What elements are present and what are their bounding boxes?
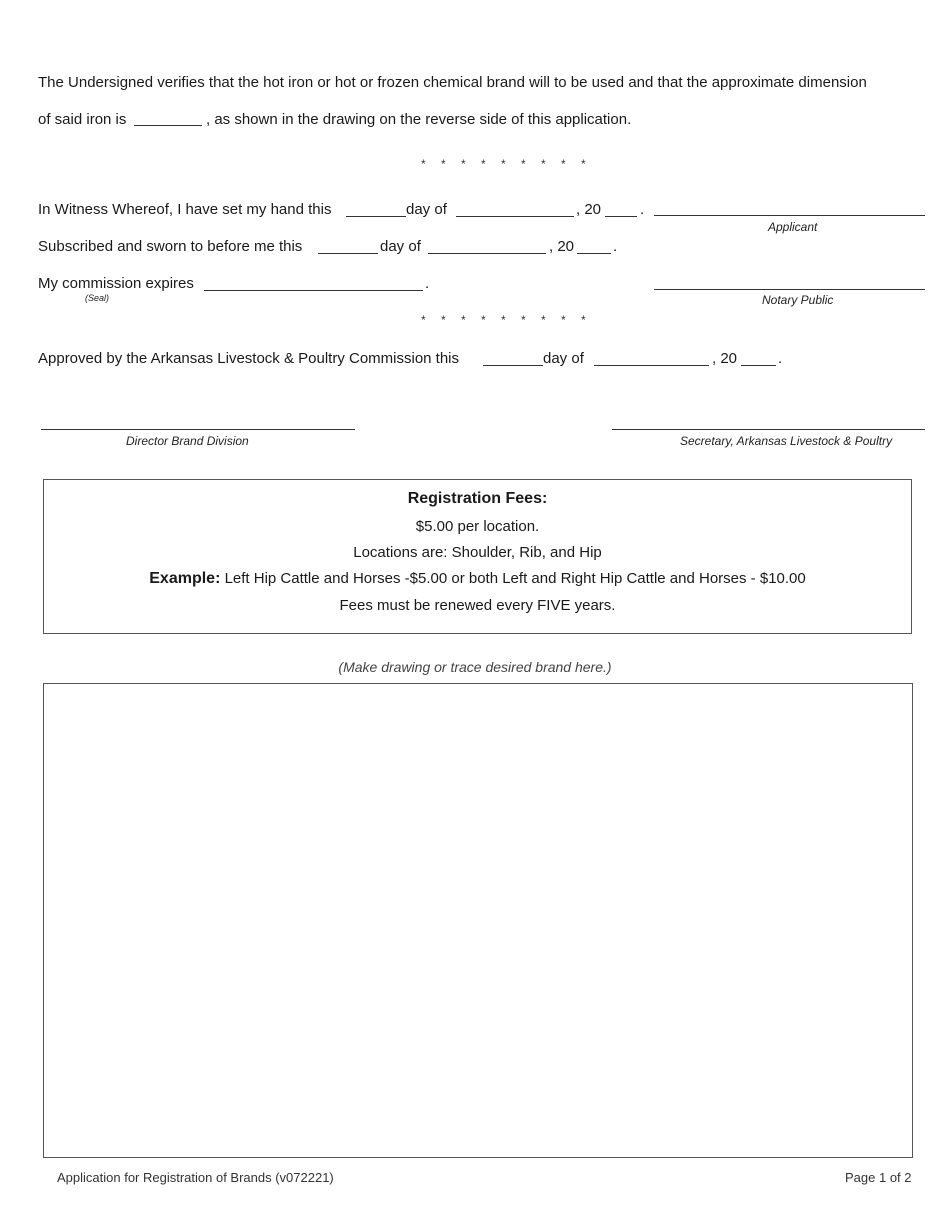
fees-example-label: Example:: [149, 570, 221, 587]
director-label: Director Brand Division: [126, 434, 249, 448]
approved-day-blank[interactable]: [483, 365, 543, 366]
fees-title: Registration Fees:: [407, 490, 548, 507]
commission-text: My commission expires: [38, 275, 194, 292]
sworn-month-blank[interactable]: [428, 253, 546, 254]
drawing-caption: (Make drawing or trace desired brand here.): [338, 659, 612, 675]
verify-line-2-start: of said iron is: [38, 111, 127, 128]
applicant-label: Applicant: [768, 220, 818, 234]
witness-year-prefix: , 20: [576, 201, 602, 218]
notary-signature-line[interactable]: [654, 289, 925, 290]
witness-month-blank[interactable]: [456, 216, 574, 217]
director-signature-line[interactable]: [41, 429, 355, 430]
sworn-text: Subscribed and sworn to before me this: [38, 238, 303, 255]
secretary-signature-line[interactable]: [612, 429, 925, 430]
fees-per-location: $5.00 per location.: [415, 518, 540, 535]
fees-renewal: Fees must be renewed every FIVE years.: [339, 597, 616, 614]
commission-period: .: [425, 275, 430, 292]
notary-label: Notary Public: [762, 293, 834, 307]
separator-stars-2: * * * * * * * * *: [421, 313, 592, 327]
registration-fees-box: [43, 479, 912, 634]
approved-text: Approved by the Arkansas Livestock & Poultry Commission this: [38, 350, 460, 367]
approved-period: .: [778, 350, 783, 367]
sworn-year-blank[interactable]: [577, 253, 611, 254]
sworn-year-prefix: , 20: [549, 238, 575, 255]
dimension-blank[interactable]: [134, 125, 202, 126]
fees-example-text: Left Hip Cattle and Horses -$5.00 or both Left and Right Hip Cattle and Horses - $10.00: [224, 570, 806, 587]
applicant-signature-line[interactable]: [654, 215, 925, 216]
witness-day-blank[interactable]: [346, 216, 406, 217]
witness-year-blank[interactable]: [605, 216, 637, 217]
approved-year-blank[interactable]: [741, 365, 776, 366]
footer-page-number: Page 1 of 2: [845, 1170, 912, 1185]
commission-expiry-blank[interactable]: [204, 290, 423, 291]
witness-text: In Witness Whereof, I have set my hand this: [38, 201, 332, 218]
approved-day-of: day of: [543, 350, 584, 367]
sworn-period: .: [613, 238, 618, 255]
sworn-day-of: day of: [380, 238, 421, 255]
approved-year-prefix: , 20: [712, 350, 738, 367]
separator-stars-1: * * * * * * * * *: [421, 157, 592, 171]
footer-form-name: Application for Registration of Brands (v072221): [57, 1170, 334, 1185]
witness-period: .: [640, 201, 645, 218]
brand-drawing-area[interactable]: [43, 683, 913, 1158]
witness-day-of: day of: [406, 201, 447, 218]
sworn-day-blank[interactable]: [318, 253, 378, 254]
fees-locations: Locations are: Shoulder, Rib, and Hip: [353, 544, 602, 561]
verify-line-1: The Undersigned verifies that the hot iron or hot or frozen chemical brand will to be used and that the approximate dimension: [38, 74, 867, 91]
seal-label: (Seal): [85, 293, 110, 303]
fees-example: [44, 570, 911, 588]
approved-month-blank[interactable]: [594, 365, 709, 366]
secretary-label: Secretary, Arkansas Livestock & Poultry: [680, 434, 893, 448]
verify-line-2-end: , as shown in the drawing on the reverse side of this application.: [206, 111, 632, 128]
